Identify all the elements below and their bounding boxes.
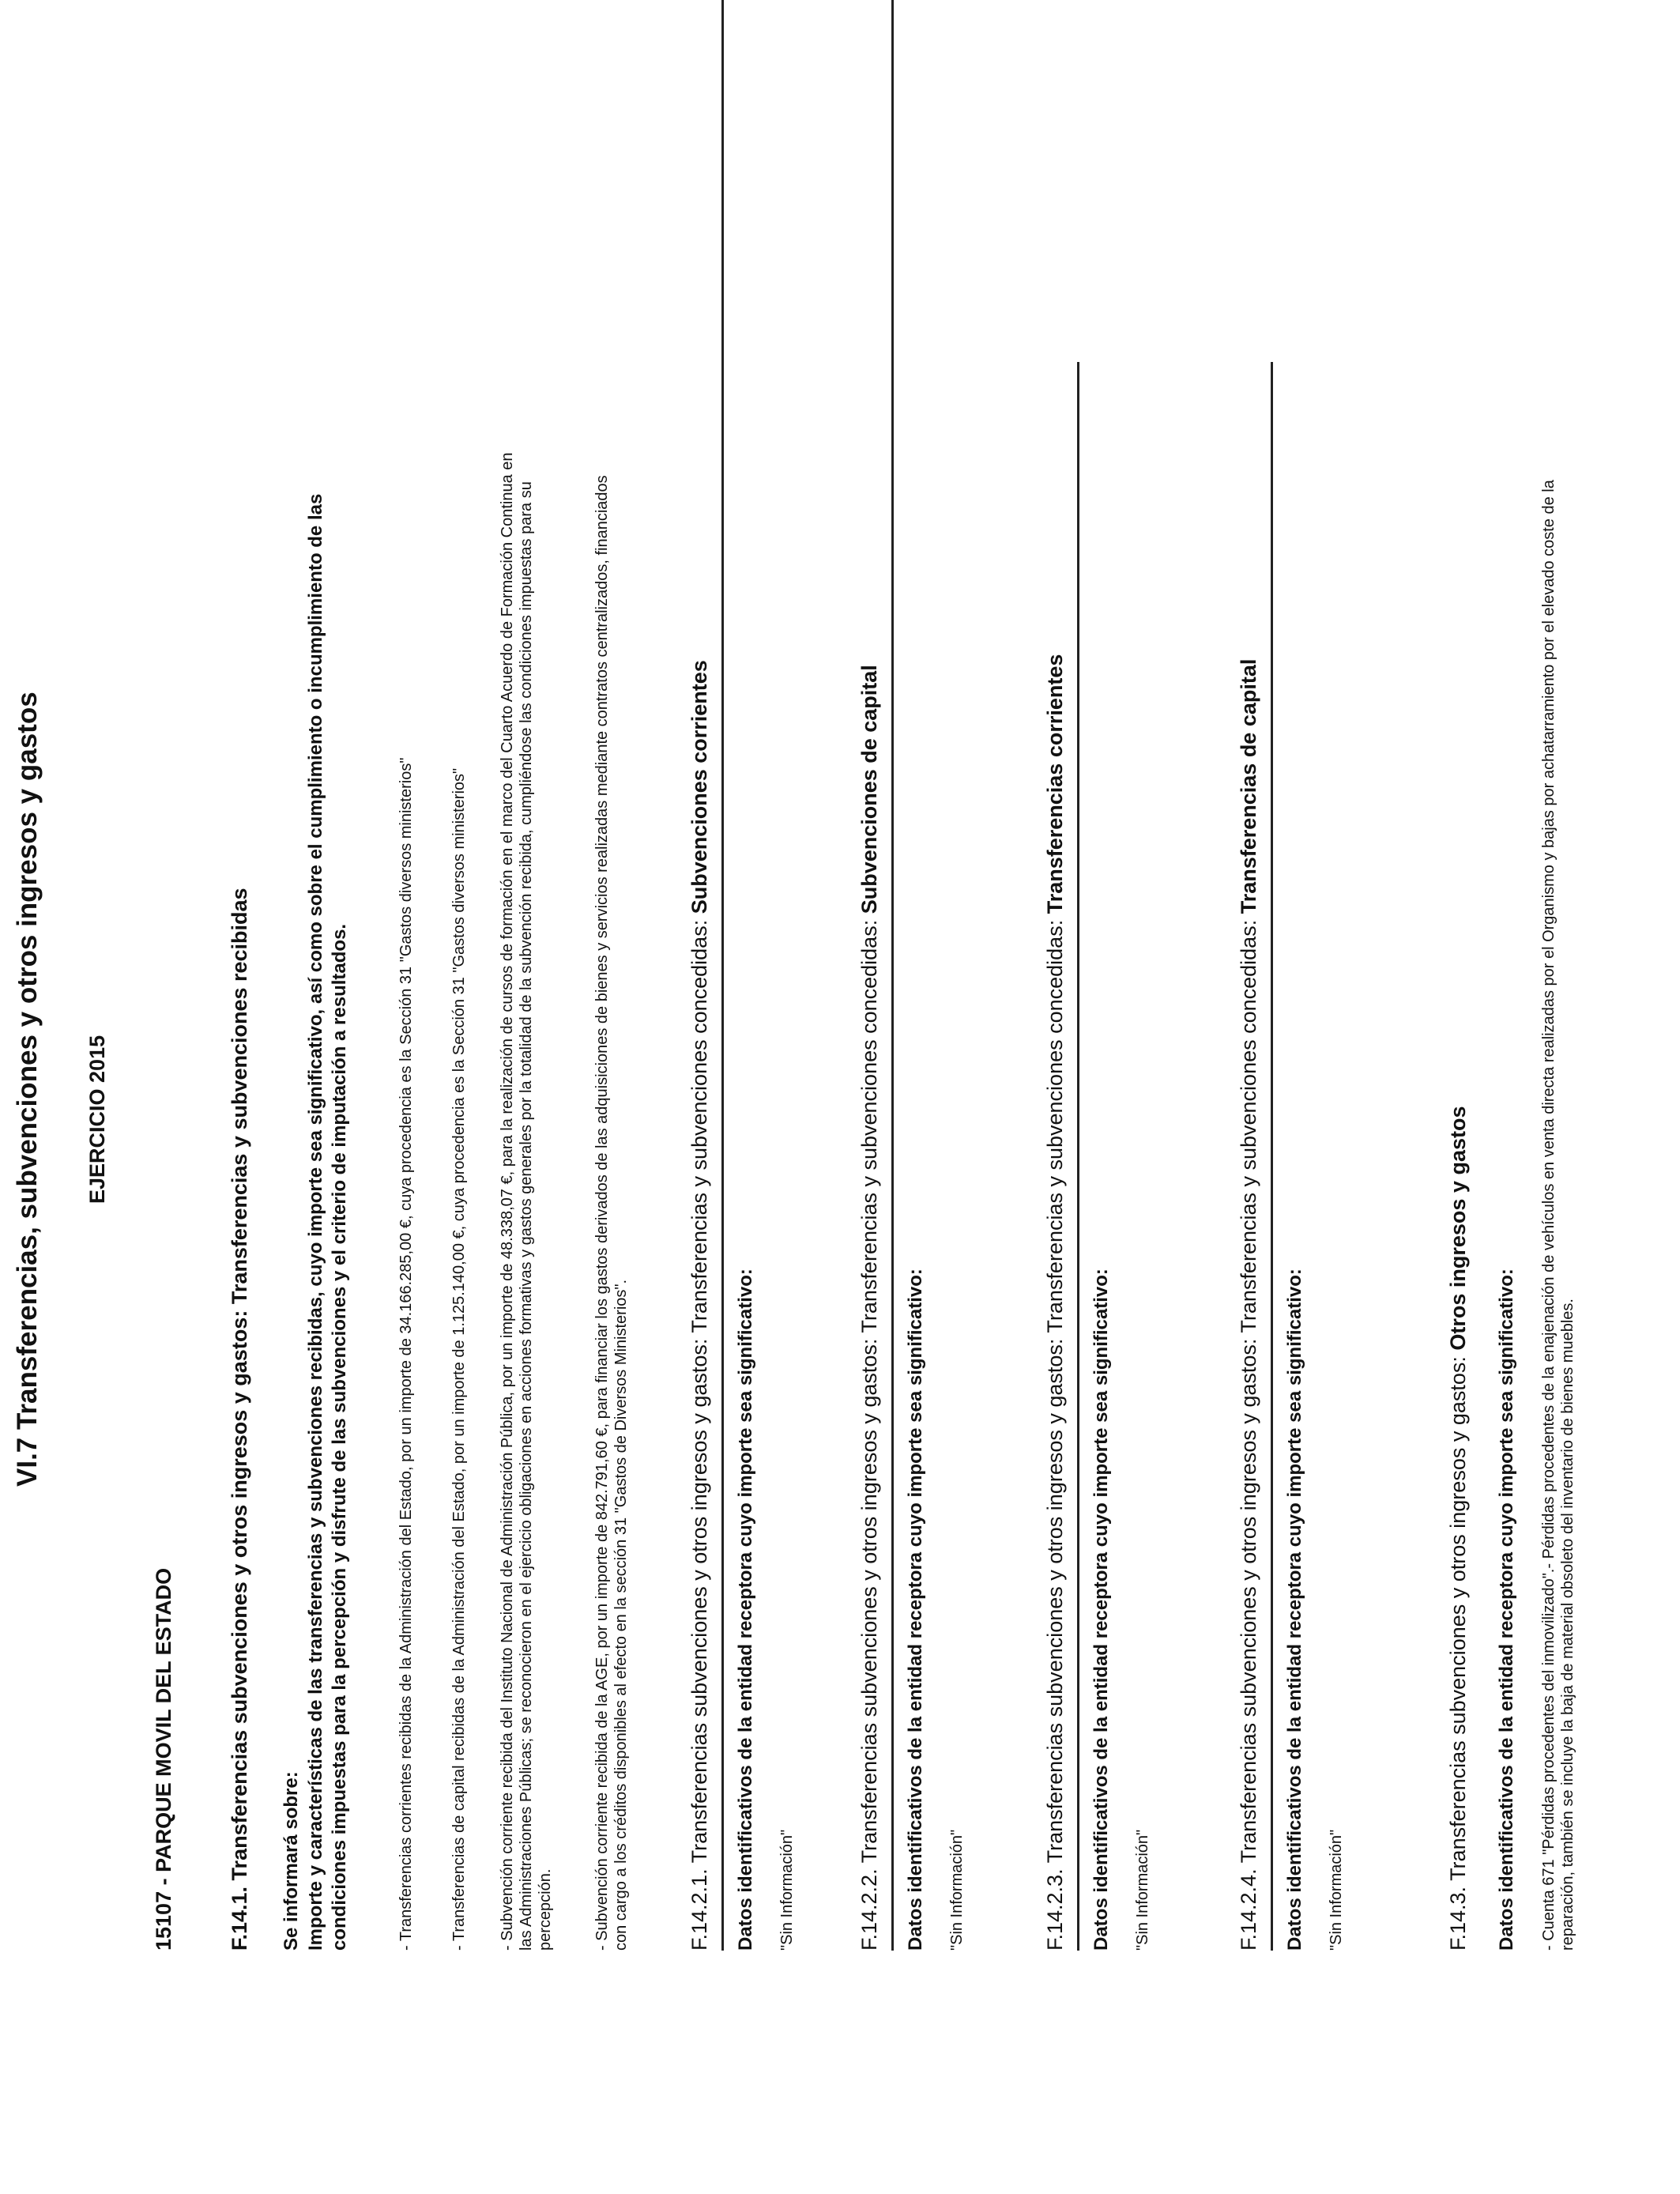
section-f1421-heading <box>687 660 712 1951</box>
section-f1423-heading <box>1043 654 1068 1951</box>
section-f1424-heading-emphasis: Transferencias de capital <box>1237 658 1260 914</box>
section-f141-item2: - Transferencias de capital recibidas de la Administración del Estado, por un importe de 1.125.140,00 €, cuya procedencia es la Sección 31 "Gastos diversos ministerios" <box>450 767 468 1951</box>
section-f1422-rule <box>891 0 894 1951</box>
section-f141-intro-label: Se informará sobre: <box>281 1771 302 1951</box>
section-f1423-data-label: Datos identificativos de la entidad receptora cuyo importe sea significativo: <box>1090 1269 1112 1951</box>
section-f141-intro-line2: condiciones impuestas para la percepción y disfrute de las subvenciones y el criterio de imputación a resultados. <box>329 923 350 1951</box>
section-f141-item4 <box>593 475 631 1951</box>
section-f1422-heading <box>857 665 882 1951</box>
section-f141-heading: F.14.1. Transferencias subvenciones y otros ingresos y gastos: Transferencias y subvenciones recibidas <box>228 888 251 1951</box>
section-f1422-heading-emphasis: Subvenciones de capital <box>857 665 881 914</box>
section-f141-item3-line3: percepción. <box>537 1868 554 1951</box>
fiscal-year: EJERCICIO 2015 <box>85 1035 109 1204</box>
section-f1421-value: "Sin Información" <box>778 1829 796 1951</box>
section-f143-heading <box>1446 1106 1471 1951</box>
section-f141-item4-line1: - Subvención corriente recibida de la AGE, por un importe de 842.791,60 €, para financiar los gastos derivados de las adquisiciones de bienes y servicios realizadas mediante contratos centralizados, financiados <box>593 475 611 1951</box>
section-f1423-heading-emphasis: Transferencias corrientes <box>1043 654 1067 914</box>
section-f141-intro-line1: Importe y características de las transferencias y subvenciones recibidas, cuyo importe sea significativo, así como sobre el cumplimiento o incumplimiento de las <box>305 493 326 1951</box>
section-f1424-heading <box>1237 659 1261 1951</box>
section-f1423-value: "Sin Información" <box>1134 1829 1151 1951</box>
section-f143-item-line1: - Cuenta 671 "Pérdidas procedentes del inmovilizado".- Pérdidas procedentes de la enajenación de vehículos en venta directa realizadas por el Organismo y bajas por achatarramiento por el elevado coste de la <box>1540 480 1558 1951</box>
section-f1423-rule <box>1077 362 1079 1951</box>
section-f143-item <box>1539 480 1577 1951</box>
section-f1424-rule <box>1271 362 1273 1951</box>
section-f1423-heading-text: F.14.2.3. Transferencias subvenciones y otros ingresos y gastos: Transferencias y subvenciones concedidas: <box>1043 914 1067 1951</box>
section-f143-heading-emphasis: Otros ingresos y gastos <box>1446 1106 1470 1351</box>
section-f1421-heading-emphasis: Subvenciones corrientes <box>687 660 711 914</box>
section-f141-item1: - Transferencias corrientes recibidas de la Administración del Estado, por un importe de 34.166.285,00 €, cuya procedencia es la Sección 31 "Gastos diversos ministerios" <box>397 757 415 1951</box>
section-f1421-rule <box>721 0 724 1951</box>
section-f1422-value: "Sin Información" <box>948 1829 966 1951</box>
section-f143-item-line2: reparación, también se incluye la baja de material obsoleto del inventario de bienes muebles. <box>1559 1299 1576 1951</box>
section-f1422-heading-text: F.14.2.2. Transferencias subvenciones y otros ingresos y gastos: Transferencias y subvenciones concedidas: <box>857 914 881 1951</box>
section-f1424-value: "Sin Información" <box>1328 1829 1345 1951</box>
section-f1422-data-label: Datos identificativos de la entidad receptora cuyo importe sea significativo: <box>905 1269 926 1951</box>
section-f141-item3 <box>498 452 555 1951</box>
section-f1424-heading-text: F.14.2.4. Transferencias subvenciones y otros ingresos y gastos: Transferencias y subvenciones concedidas: <box>1237 914 1260 1951</box>
section-f141-item4-line2: con cargo a los créditos disponibles al efecto en la sección 31 "Gastos de Diversos Ministerios". <box>612 1279 630 1951</box>
section-f1421-data-label: Datos identificativos de la entidad receptora cuyo importe sea significativo: <box>735 1269 756 1951</box>
section-f141-item3-line2: las Administraciones Públicas; se reconocieron en el ejercicio obligaciones en acciones formativas y gastos generales por la totalidad de la subvención recibida, cumpliéndose las condiciones impuestas para su <box>518 481 535 1951</box>
document-title: VI.7 Transferencias, subvenciones y otros ingresos y gastos <box>12 692 43 1487</box>
section-f1421-heading-text: F.14.2.1. Transferencias subvenciones y otros ingresos y gastos: Transferencias y subvenciones concedidas: <box>687 914 711 1951</box>
section-f143-data-label: Datos identificativos de la entidad receptora cuyo importe sea significativo: <box>1496 1269 1517 1951</box>
entity-name: 15107 - PARQUE MOVIL DEL ESTADO <box>152 1567 175 1951</box>
section-f141-item3-line1: - Subvención corriente recibida del Instituto Nacional de Administración Pública, por un importe de 48.338,07 €, para la realización de cursos de formación en el marco del Cuarto Acuerdo de Formación Continua en <box>499 452 516 1951</box>
section-f143-heading-text: F.14.3. Transferencias subvenciones y otros ingresos y gastos: <box>1446 1350 1470 1951</box>
section-f1424-data-label: Datos identificativos de la entidad receptora cuyo importe sea significativo: <box>1284 1269 1305 1951</box>
